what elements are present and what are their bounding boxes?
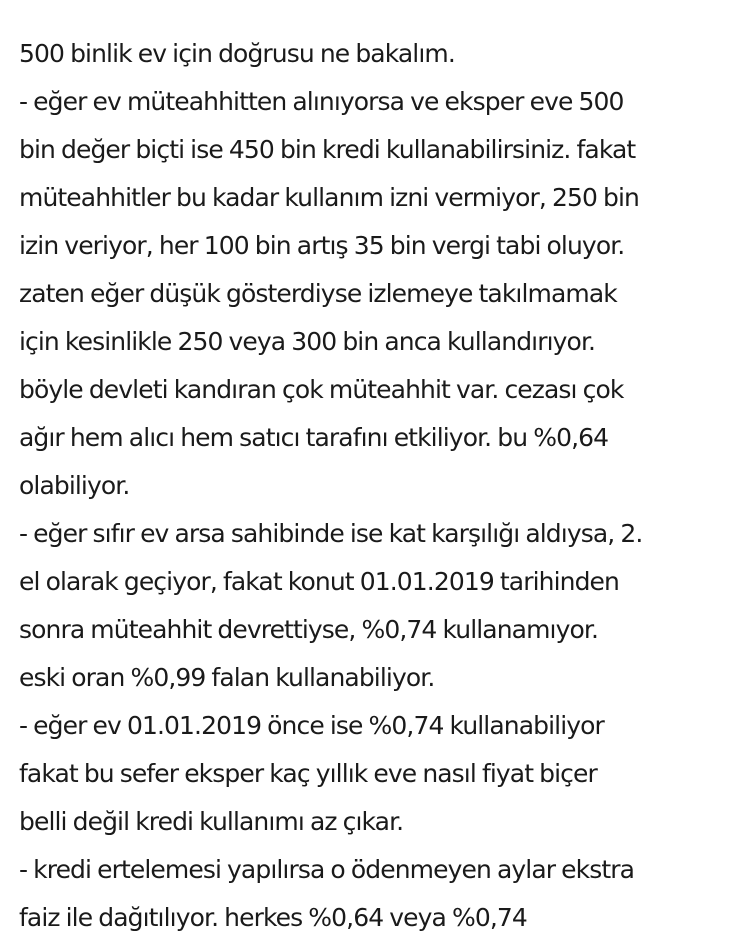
entry-line: müteahhitler bu kadar kullanım izni vermiyor, 250 bin xyxy=(19,183,639,212)
entry-line: bin değer biçti ise 450 bin kredi kullanabilirsiniz. fakat xyxy=(19,135,636,164)
entry-line: 500 binlik ev için doğrusu ne bakalım. xyxy=(19,39,455,68)
entry-line: böyle devleti kandıran çok müteahhit var. cezası çok xyxy=(19,375,624,404)
entry-line: için kesinlikle 250 veya 300 bin anca kullandırıyor. xyxy=(19,327,596,356)
entry-line: ağır hem alıcı hem satıcı tarafını etkiliyor. bu %0,64 xyxy=(19,423,609,452)
entry-line: - eğer ev 01.01.2019 önce ise %0,74 kullanabiliyor xyxy=(19,711,604,740)
entry-line: zaten eğer düşük gösterdiyse izlemeye takılmamak xyxy=(19,279,617,308)
entry-line: eski oran %0,99 falan kullanabiliyor. xyxy=(19,663,435,692)
entry-line: - eğer ev müteahhitten alınıyorsa ve eksper eve 500 xyxy=(19,87,624,116)
entry-line: faiz ile dağıtılıyor. herkes %0,64 veya %0,74 xyxy=(19,903,527,932)
entry-line: el olarak geçiyor, fakat konut 01.01.2019 tarihinden xyxy=(19,567,619,596)
entry-line: fakat bu sefer eksper kaç yıllık eve nasıl fiyat biçer xyxy=(19,759,597,788)
entry-line: - kredi ertelemesi yapılırsa o ödenmeyen aylar ekstra xyxy=(19,855,635,884)
entry-line: belli değil kredi kullanımı az çıkar. xyxy=(19,807,404,836)
entry-line: sonra müteahhit devrettiyse, %0,74 kullanamıyor. xyxy=(19,615,599,644)
entry-line: olabiliyor. xyxy=(19,471,130,500)
entry-line: - eğer sıfır ev arsa sahibinde ise kat karşılığı aldıysa, 2. xyxy=(19,519,643,548)
entry-line: izin veriyor, her 100 bin artış 35 bin vergi tabi oluyor. xyxy=(19,231,625,260)
